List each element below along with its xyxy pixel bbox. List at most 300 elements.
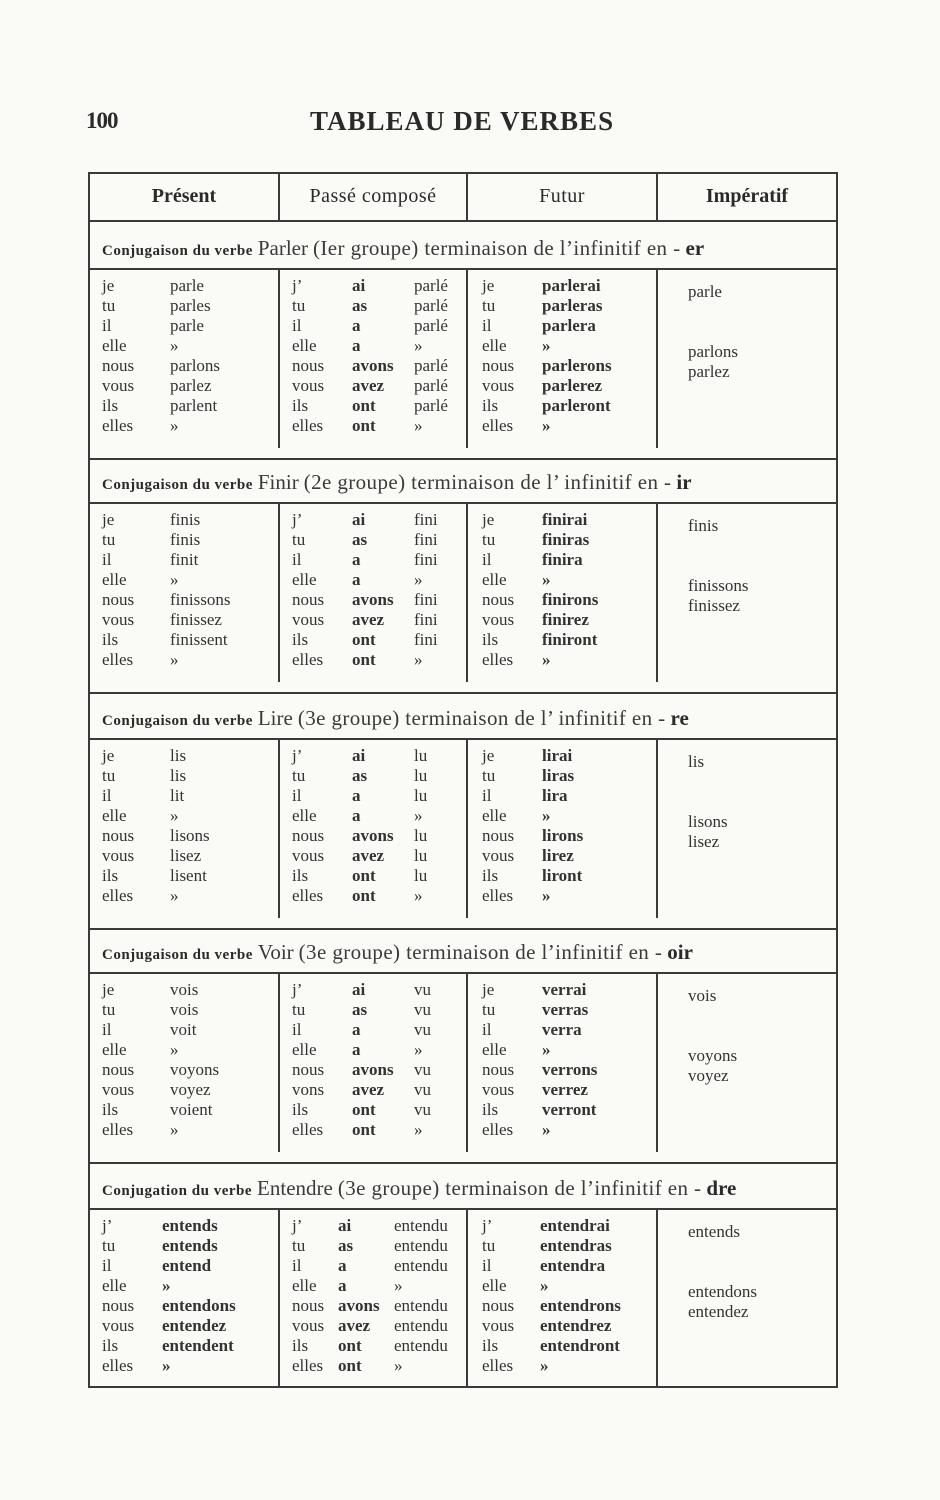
passe-pronoun: j’	[292, 510, 303, 529]
imperatif-form: finis	[688, 516, 719, 535]
caption-middle: (3e groupe) terminaison de l’infinitif en -	[337, 1176, 702, 1200]
present-form: finit	[170, 550, 199, 569]
imperatif-form: parlons	[688, 342, 739, 361]
present-pronoun: tu	[102, 766, 116, 785]
passe-auxiliary: ont	[338, 1336, 362, 1355]
present-pronoun: tu	[102, 1000, 116, 1019]
passe-pronoun: tu	[292, 296, 306, 315]
futur-form: lirons	[542, 826, 584, 845]
passe-participle: entendu	[394, 1216, 448, 1235]
passe-participle: lu	[414, 826, 428, 845]
caption-suffix: oir	[667, 940, 693, 964]
passe-pronoun: il	[292, 550, 302, 569]
page-number: 100	[86, 108, 118, 133]
passe-pronoun: nous	[292, 1296, 325, 1315]
passe-auxiliary: as	[352, 530, 368, 549]
passe-participle: fini	[414, 530, 438, 549]
futur-pronoun: elles	[482, 886, 514, 905]
present-form: finissent	[170, 630, 228, 649]
row-separator	[90, 268, 836, 270]
group-caption	[102, 464, 692, 500]
column-divider	[656, 740, 658, 918]
passe-participle: entendu	[394, 1316, 448, 1335]
present-form: entend	[162, 1256, 212, 1275]
present-pronoun: vous	[102, 1080, 135, 1099]
passe-auxiliary: avez	[352, 376, 385, 395]
caption-suffix: ir	[676, 470, 692, 494]
conjugation-section	[90, 930, 836, 1166]
present-pronoun: je	[102, 276, 115, 295]
present-form: lisent	[170, 866, 207, 885]
present-form: finissons	[170, 590, 231, 609]
present-form: voient	[170, 1100, 213, 1119]
present-form: »	[170, 1120, 179, 1139]
group-caption	[102, 700, 689, 736]
passe-participle: »	[414, 1120, 423, 1139]
present-pronoun: ils	[102, 1336, 119, 1355]
passe-pronoun: il	[292, 316, 302, 335]
imperatif-form: lis	[688, 752, 705, 771]
futur-pronoun: elles	[482, 1356, 514, 1375]
present-pronoun: je	[102, 980, 115, 999]
futur-form: verront	[542, 1100, 597, 1119]
present-form: lis	[170, 746, 187, 765]
present-form: »	[170, 886, 179, 905]
caption-middle: (3e groupe) terminaison de l’ infinitif en -	[297, 706, 666, 730]
futur-pronoun: ils	[482, 630, 499, 649]
futur-pronoun: elle	[482, 806, 507, 825]
passe-auxiliary: a	[352, 316, 361, 335]
present-form: vois	[170, 1000, 199, 1019]
caption-middle: (Ier groupe) terminaison de l’infinitif en -	[313, 236, 681, 260]
passe-pronoun: vous	[292, 376, 325, 395]
passe-participle: vu	[414, 980, 431, 999]
column-divider	[656, 1210, 658, 1388]
passe-participle: »	[414, 886, 423, 905]
futur-form: entendras	[540, 1236, 612, 1255]
row-separator	[90, 738, 836, 740]
column-divider	[656, 974, 658, 1152]
passe-auxiliary: ai	[352, 510, 366, 529]
passe-auxiliary: a	[338, 1276, 347, 1295]
futur-form: »	[540, 1356, 549, 1375]
present-pronoun: j’	[102, 1216, 113, 1235]
present-pronoun: je	[102, 510, 115, 529]
present-form: lit	[170, 786, 185, 805]
column-divider	[278, 974, 280, 1152]
header-futur: Futur	[539, 185, 585, 207]
present-pronoun: tu	[102, 1236, 116, 1255]
futur-form: »	[540, 1276, 549, 1295]
passe-participle: fini	[414, 630, 438, 649]
header-present: Présent	[151, 185, 217, 207]
caption-prefix: Conjugation du verbe	[102, 1183, 253, 1199]
caption-verb: Finir	[257, 470, 299, 494]
futur-pronoun: tu	[482, 1000, 496, 1019]
present-form: voyons	[170, 1060, 220, 1079]
column-divider	[466, 1210, 468, 1388]
passe-pronoun: ils	[292, 1100, 309, 1119]
futur-form: parlera	[542, 316, 596, 335]
futur-pronoun: elles	[482, 416, 514, 435]
futur-pronoun: j’	[482, 1216, 493, 1235]
present-form: »	[170, 806, 179, 825]
passe-auxiliary: a	[352, 336, 361, 355]
passe-auxiliary: a	[352, 786, 361, 805]
passe-participle: vu	[414, 1080, 431, 1099]
passe-pronoun: tu	[292, 1000, 306, 1019]
imperatif-form: entends	[688, 1222, 740, 1241]
present-form: parlent	[170, 396, 218, 415]
passe-auxiliary: avez	[352, 610, 385, 629]
row-separator	[90, 502, 836, 504]
futur-pronoun: je	[482, 510, 495, 529]
group-caption	[102, 230, 704, 266]
futur-pronoun: il	[482, 550, 492, 569]
passe-participle: entendu	[394, 1256, 448, 1275]
table-header-row	[90, 174, 836, 222]
passe-participle: »	[414, 336, 423, 355]
passe-participle: vu	[414, 1020, 431, 1039]
present-form: »	[162, 1356, 171, 1375]
futur-pronoun: elles	[482, 650, 514, 669]
caption-prefix: Conjugaison du verbe	[102, 947, 253, 963]
section-separator	[90, 692, 836, 694]
passe-auxiliary: ont	[352, 866, 376, 885]
futur-form: verra	[542, 1020, 582, 1039]
futur-pronoun: je	[482, 746, 495, 765]
passe-auxiliary: ai	[352, 276, 366, 295]
futur-form: finiront	[542, 630, 598, 649]
passe-participle: parlé	[414, 396, 448, 415]
passe-participle: fini	[414, 550, 438, 569]
passe-auxiliary: a	[352, 1020, 361, 1039]
passe-pronoun: j’	[292, 980, 303, 999]
passe-pronoun: elles	[292, 1120, 324, 1139]
futur-pronoun: il	[482, 786, 492, 805]
row-separator	[90, 972, 836, 974]
present-form: finis	[170, 530, 201, 549]
imperatif-form: voyons	[688, 1046, 738, 1065]
futur-form: »	[542, 416, 551, 435]
passe-auxiliary: as	[338, 1236, 354, 1255]
caption-verb: Lire	[257, 706, 293, 730]
passe-pronoun: vous	[292, 846, 325, 865]
present-form: voyez	[170, 1080, 211, 1099]
futur-form: parleront	[542, 396, 611, 415]
present-pronoun: il	[102, 1256, 112, 1275]
passe-pronoun: ils	[292, 630, 309, 649]
futur-form: parlerez	[542, 376, 603, 395]
group-caption	[102, 1170, 736, 1206]
column-divider	[278, 270, 280, 448]
passe-auxiliary: avez	[352, 846, 385, 865]
passe-auxiliary: avons	[352, 826, 394, 845]
futur-form: »	[542, 886, 551, 905]
present-pronoun: nous	[102, 826, 135, 845]
passe-participle: fini	[414, 610, 438, 629]
caption-suffix: re	[670, 706, 689, 730]
present-form: entendent	[162, 1336, 234, 1355]
caption-verb: Entendre	[257, 1176, 333, 1200]
passe-participle: fini	[414, 590, 438, 609]
futur-pronoun: vous	[482, 846, 515, 865]
passe-auxiliary: avez	[352, 1080, 385, 1099]
futur-pronoun: il	[482, 1020, 492, 1039]
passe-pronoun: vous	[292, 1316, 325, 1335]
present-pronoun: elles	[102, 886, 134, 905]
caption-verb: Parler	[257, 236, 309, 260]
caption-suffix: er	[685, 236, 705, 260]
page-header	[0, 106, 940, 146]
futur-form: verras	[542, 1000, 589, 1019]
passe-auxiliary: avons	[338, 1296, 380, 1315]
passe-auxiliary: a	[352, 806, 361, 825]
passe-pronoun: elles	[292, 416, 324, 435]
passe-auxiliary: ai	[338, 1216, 352, 1235]
passe-participle: lu	[414, 746, 428, 765]
present-pronoun: ils	[102, 866, 119, 885]
imperatif-form: entendez	[688, 1302, 749, 1321]
passe-participle: »	[394, 1276, 403, 1295]
futur-pronoun: elle	[482, 1040, 507, 1059]
futur-form: finirai	[542, 510, 588, 529]
futur-form: finira	[542, 550, 583, 569]
futur-form: »	[542, 336, 551, 355]
present-pronoun: ils	[102, 396, 119, 415]
caption-prefix: Conjugaison du verbe	[102, 477, 253, 493]
futur-pronoun: nous	[482, 1060, 515, 1079]
passe-pronoun: il	[292, 1020, 302, 1039]
present-form: vois	[170, 980, 199, 999]
passe-auxiliary: a	[352, 1040, 361, 1059]
passe-auxiliary: avons	[352, 590, 394, 609]
conjugation-section	[90, 696, 836, 930]
present-form: parle	[170, 276, 204, 295]
header-imperatif: Impératif	[705, 185, 789, 207]
passe-participle: lu	[414, 786, 428, 805]
present-pronoun: ils	[102, 630, 119, 649]
imperatif-form: lisez	[688, 832, 720, 851]
present-form: finissez	[170, 610, 222, 629]
futur-form: lirai	[542, 746, 573, 765]
passe-auxiliary: avez	[338, 1316, 371, 1335]
present-form: entends	[162, 1236, 218, 1255]
passe-participle: parlé	[414, 316, 448, 335]
passe-pronoun: j’	[292, 1216, 303, 1235]
futur-form: »	[542, 806, 551, 825]
present-form: finis	[170, 510, 201, 529]
conjugation-section	[90, 1166, 836, 1386]
present-pronoun: vous	[102, 610, 135, 629]
present-pronoun: nous	[102, 1060, 135, 1079]
futur-pronoun: tu	[482, 766, 496, 785]
present-pronoun: tu	[102, 530, 116, 549]
present-pronoun: vous	[102, 376, 135, 395]
present-form: »	[170, 336, 179, 355]
futur-pronoun: vous	[482, 1080, 515, 1099]
group-caption	[102, 934, 693, 970]
passe-pronoun: elle	[292, 1276, 317, 1295]
passe-participle: fini	[414, 510, 438, 529]
present-pronoun: nous	[102, 356, 135, 375]
futur-pronoun: nous	[482, 1296, 515, 1315]
imperatif-form: entendons	[688, 1282, 757, 1301]
passe-pronoun: ils	[292, 1336, 309, 1355]
present-form: entendons	[162, 1296, 236, 1315]
passe-participle: »	[414, 806, 423, 825]
passe-pronoun: elle	[292, 1040, 317, 1059]
present-form: parles	[170, 296, 211, 315]
present-form: »	[170, 416, 179, 435]
passe-pronoun: j’	[292, 746, 303, 765]
futur-form: entendrai	[540, 1216, 610, 1235]
futur-form: parlerons	[542, 356, 612, 375]
passe-pronoun: il	[292, 1256, 302, 1275]
passe-auxiliary: ont	[352, 396, 376, 415]
futur-form: verrai	[542, 980, 587, 999]
futur-form: finiras	[542, 530, 590, 549]
passe-participle: »	[414, 416, 423, 435]
futur-pronoun: tu	[482, 1236, 496, 1255]
futur-form: verrons	[542, 1060, 598, 1079]
caption-verb: Voir	[257, 940, 294, 964]
passe-pronoun: tu	[292, 1236, 306, 1255]
column-divider	[466, 740, 468, 918]
passe-participle: vu	[414, 1000, 431, 1019]
present-pronoun: tu	[102, 296, 116, 315]
passe-auxiliary: a	[338, 1256, 347, 1275]
futur-pronoun: nous	[482, 826, 515, 845]
passe-pronoun: elle	[292, 570, 317, 589]
futur-form: »	[542, 1120, 551, 1139]
passe-auxiliary: as	[352, 1000, 368, 1019]
caption-prefix: Conjugaison du verbe	[102, 243, 253, 259]
futur-pronoun: elle	[482, 336, 507, 355]
futur-form: finirons	[542, 590, 599, 609]
passe-pronoun: elle	[292, 806, 317, 825]
passe-auxiliary: ai	[352, 980, 366, 999]
present-pronoun: vous	[102, 1316, 135, 1335]
present-pronoun: il	[102, 1020, 112, 1039]
passe-pronoun: nous	[292, 356, 325, 375]
futur-form: entendrons	[540, 1296, 621, 1315]
verb-table	[88, 172, 838, 1388]
passe-auxiliary: ont	[352, 650, 376, 669]
futur-form: entendra	[540, 1256, 606, 1275]
present-pronoun: je	[102, 746, 115, 765]
imperatif-form: finissez	[688, 596, 740, 615]
column-divider	[466, 974, 468, 1152]
passe-pronoun: tu	[292, 766, 306, 785]
imperatif-form: vois	[688, 986, 717, 1005]
futur-form: lirez	[542, 846, 574, 865]
passe-participle: parlé	[414, 296, 448, 315]
header-passe-compose: Passé composé	[309, 185, 437, 207]
passe-participle: parlé	[414, 376, 448, 395]
present-form: »	[170, 1040, 179, 1059]
passe-auxiliary: ont	[338, 1356, 362, 1375]
passe-participle: lu	[414, 766, 428, 785]
passe-pronoun: elles	[292, 1356, 324, 1375]
passe-auxiliary: ont	[352, 1100, 376, 1119]
caption-suffix: dre	[706, 1176, 737, 1200]
passe-pronoun: nous	[292, 590, 325, 609]
present-form: »	[170, 650, 179, 669]
passe-pronoun: vous	[292, 610, 325, 629]
futur-form: »	[542, 650, 551, 669]
passe-participle: parlé	[414, 356, 448, 375]
passe-participle: entendu	[394, 1296, 448, 1315]
passe-auxiliary: ai	[352, 746, 366, 765]
futur-form: entendront	[540, 1336, 620, 1355]
present-pronoun: nous	[102, 590, 135, 609]
futur-pronoun: ils	[482, 1336, 499, 1355]
present-form: voit	[170, 1020, 197, 1039]
futur-pronoun: je	[482, 276, 495, 295]
passe-participle: »	[394, 1356, 403, 1375]
futur-pronoun: il	[482, 1256, 492, 1275]
passe-participle: parlé	[414, 276, 448, 295]
passe-pronoun: elles	[292, 886, 324, 905]
passe-pronoun: elle	[292, 336, 317, 355]
present-pronoun: elle	[102, 570, 127, 589]
column-divider	[466, 270, 468, 448]
passe-participle: entendu	[394, 1336, 448, 1355]
present-pronoun: elles	[102, 650, 134, 669]
column-divider	[278, 504, 280, 682]
imperatif-form: lisons	[688, 812, 728, 831]
present-pronoun: elle	[102, 336, 127, 355]
present-pronoun: elle	[102, 1040, 127, 1059]
present-form: »	[162, 1276, 171, 1295]
present-form: parle	[170, 316, 204, 335]
futur-form: parleras	[542, 296, 603, 315]
caption-middle: (3e groupe) terminaison de l’infinitif en -	[298, 940, 663, 964]
passe-pronoun: ils	[292, 396, 309, 415]
present-form: parlez	[170, 376, 212, 395]
futur-pronoun: nous	[482, 590, 515, 609]
futur-form: lira	[542, 786, 568, 805]
conjugation-section	[90, 460, 836, 696]
row-separator	[90, 1208, 836, 1210]
futur-form: verrez	[542, 1080, 588, 1099]
passe-participle: »	[414, 1040, 423, 1059]
section-separator	[90, 1162, 836, 1164]
passe-auxiliary: ont	[352, 416, 376, 435]
passe-auxiliary: ont	[352, 886, 376, 905]
futur-pronoun: ils	[482, 396, 499, 415]
present-pronoun: elle	[102, 1276, 127, 1295]
passe-pronoun: ils	[292, 866, 309, 885]
futur-form: »	[542, 570, 551, 589]
page-title: TABLEAU DE VERBES	[310, 106, 615, 136]
futur-pronoun: nous	[482, 356, 515, 375]
column-divider	[656, 504, 658, 682]
present-form: lis	[170, 766, 187, 785]
futur-pronoun: elles	[482, 1120, 514, 1139]
present-form: entends	[162, 1216, 218, 1235]
present-form: parlons	[170, 356, 221, 375]
passe-auxiliary: avons	[352, 1060, 394, 1079]
present-pronoun: il	[102, 786, 112, 805]
imperatif-form: parle	[688, 282, 722, 301]
column-divider	[278, 1210, 280, 1388]
futur-form: finirez	[542, 610, 589, 629]
futur-pronoun: je	[482, 980, 495, 999]
present-pronoun: elles	[102, 1120, 134, 1139]
futur-pronoun: ils	[482, 866, 499, 885]
